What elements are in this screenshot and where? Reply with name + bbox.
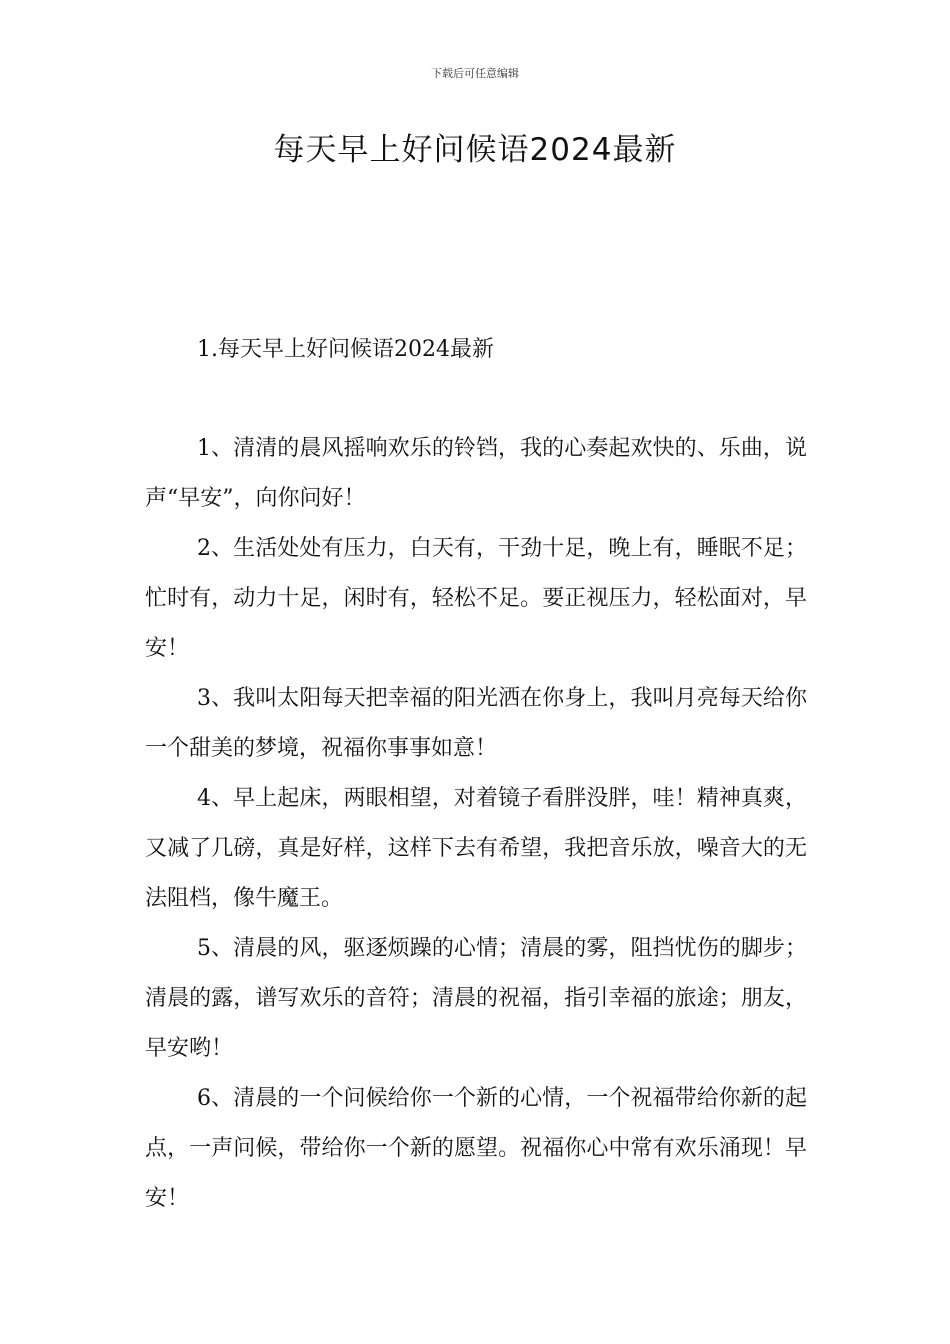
paragraph-4: 4、早上起床，两眼相望，对着镜子看胖没胖，哇！精神真爽，又减了几磅，真是好样，这样下去有希望，我把音乐放，噪音大的无法阻档，像牛魔王。 <box>145 786 807 911</box>
header-note: 下载后可任意编辑 <box>431 67 519 80</box>
paragraph-3: 3、我叫太阳每天把幸福的阳光洒在你身上，我叫月亮每天给你一个甜美的梦境，祝福你事事如意！ <box>145 686 807 761</box>
paragraph-2: 2、生活处处有压力，白天有，干劲十足，晚上有，睡眠不足；忙时有，动力十足，闲时有，轻松不足。要正视压力，轻松面对，早安！ <box>145 536 807 661</box>
page-title: 每天早上好问候语2024最新 <box>273 132 677 168</box>
paragraph-6: 6、清晨的一个问候给你一个新的心情，一个祝福带给你新的起点，一声问候，带给你一个新的愿望。祝福你心中常有欢乐涌现！早安！ <box>145 1086 807 1211</box>
body-text <box>145 424 807 1224</box>
section-heading: 1.每天早上好问候语2024最新 <box>197 337 494 362</box>
paragraph-1: 1、清清的晨风摇响欢乐的铃铛，我的心奏起欢快的、乐曲，说声“早安”，向你问好！ <box>145 436 807 511</box>
paragraph-5: 5、清晨的风，驱逐烦躁的心情；清晨的雾，阻挡忧伤的脚步；清晨的露，谱写欢乐的音符；清晨的祝福，指引幸福的旅途；朋友，早安哟！ <box>145 936 807 1061</box>
